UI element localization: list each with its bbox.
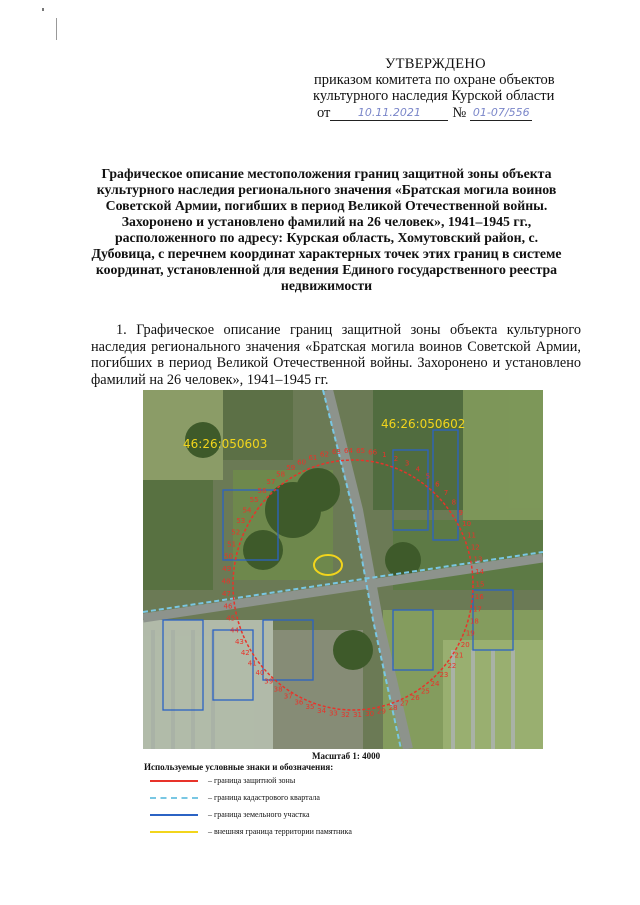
boundary-point-label: 7	[443, 489, 449, 498]
boundary-point-label: 2	[393, 454, 399, 463]
number-field: 01-07/556	[470, 106, 532, 121]
boundary-point-label: 52	[231, 528, 241, 537]
date-field: 10.11.2021	[330, 106, 448, 121]
section-paragraph	[91, 322, 581, 388]
boundary-point-label: 19	[465, 629, 475, 638]
boundary-point-label: 33	[328, 709, 338, 718]
boundary-point-label: 1	[382, 451, 387, 460]
boundary-point-label: 6	[435, 480, 440, 489]
boundary-point-label: 65	[356, 447, 366, 456]
boundary-point-label: 31	[353, 710, 362, 719]
legend-swatch	[150, 780, 198, 782]
boundary-point-label: 43	[234, 638, 244, 647]
boundary-point-label: 60	[297, 458, 307, 467]
cadastral-label-left: 46:26:050603	[183, 437, 268, 451]
boundary-point-label: 63	[331, 448, 341, 457]
boundary-point-label: 4	[415, 465, 421, 474]
boundary-point-label: 16	[474, 593, 484, 602]
boundary-point-label: 25	[420, 687, 430, 696]
legend-label: – граница защитной зоны	[208, 776, 296, 785]
boundary-point-label: 41	[247, 659, 257, 668]
boundary-point-label: 45	[226, 614, 236, 623]
boundary-point-label: 10	[462, 519, 472, 528]
boundary-point-label: 37	[283, 692, 293, 701]
legend-item	[150, 810, 310, 819]
boundary-point-label: 14	[475, 568, 485, 576]
boundary-point-label: 11	[467, 531, 476, 540]
boundary-point-label: 40	[255, 668, 265, 677]
boundary-point-label: 23	[439, 671, 449, 680]
boundary-point-label: 48	[221, 577, 231, 586]
boundary-point-label: 21	[454, 651, 464, 660]
boundary-point-label: 32	[340, 710, 350, 719]
boundary-point-label: 46	[223, 602, 233, 611]
paragraph-text: 1. Графическое описание границ защитной зоны объекта культурного наследия регионального значения «Братская могила воинов Советской Армии, погибших в период Великой Отечественной войны. Захоронено и установлено фамилий на 26 человек», 1941–1945 гг.	[91, 322, 581, 388]
boundary-point-label: 26	[410, 694, 420, 703]
boundary-point-label: 51	[227, 540, 237, 549]
legend-swatch	[150, 814, 198, 816]
approval-line-1: приказом комитета по охране объектов	[314, 72, 555, 88]
boundary-point-label: 27	[399, 699, 409, 708]
approval-date-row	[300, 105, 610, 121]
boundary-point-label: 29	[377, 707, 386, 716]
legend-label: – граница кадастрового квартала	[208, 793, 320, 802]
boundary-point-label: 24	[430, 679, 440, 688]
boundary-point-label: 49	[222, 564, 232, 573]
approval-line-2: культурного наследия Курской области	[313, 88, 555, 104]
legend-label: – граница земельного участка	[208, 810, 310, 819]
scan-mark	[56, 18, 57, 40]
boundary-point-label: 28	[388, 704, 398, 713]
boundary-point-label: 17	[472, 605, 482, 614]
legend-item	[150, 793, 320, 802]
document-title: Графическое описание местоположения границ защитной зоны объекта культурного наследия регионального значения «Братская могила воинов Советской Армии, погибших в период Великой Отечественной войны. Захоронено и установлено фамилий на 26 человек», 1941–1945 гг., расположенного по адресу: Курская область, Хомутовский район, с. Дубовица, с перечнем координат характерных точек этих границ в системе координат, установленной для ведения Единого государственного реестра недвижимости	[91, 166, 562, 293]
map-scale: Масштаб 1: 4000	[312, 751, 381, 761]
boundary-point-label: 56	[257, 486, 267, 495]
legend-label: – внешняя граница территории памятника	[208, 827, 352, 836]
boundary-point-label: 13	[473, 555, 483, 564]
boundary-point-label: 61	[308, 453, 318, 462]
boundary-point-label: 66	[368, 448, 378, 457]
boundary-point-label: 15	[475, 580, 485, 589]
date-prefix: от	[317, 105, 331, 121]
boundary-point-label: 34	[317, 706, 327, 715]
boundary-point-label: 12	[470, 543, 480, 552]
approval-heading: УТВЕРЖДЕНО	[385, 56, 486, 72]
scan-mark	[42, 8, 44, 11]
boundary-point-label: 64	[344, 447, 353, 456]
boundary-point-label: 18	[469, 617, 479, 626]
approval-block	[300, 56, 610, 121]
legend-item	[150, 827, 352, 836]
boundary-point-label: 36	[294, 698, 304, 707]
cadastral-label-right: 46:26:050602	[381, 417, 466, 431]
number-prefix: №	[452, 105, 467, 121]
legend-swatch	[150, 797, 198, 799]
boundary-point-label: 20	[460, 640, 470, 649]
boundary-point-label: 39	[264, 677, 274, 686]
boundary-point-label: 55	[249, 496, 259, 505]
boundary-point-label: 38	[273, 685, 283, 694]
boundary-point-label: 3	[404, 459, 410, 468]
boundary-point-label: 9	[458, 509, 463, 517]
boundary-point-label: 53	[236, 517, 246, 526]
boundary-point-label: 8	[451, 498, 457, 507]
legend-item	[150, 776, 295, 785]
boundary-point-label: 30	[365, 709, 375, 718]
legend-title: Используемые условные знаки и обозначения:	[144, 762, 334, 772]
boundary-point-label: 47	[221, 590, 231, 598]
boundary-point-label: 50	[224, 552, 234, 561]
boundary-point-label: 62	[320, 450, 329, 459]
boundary-point-label: 22	[447, 661, 457, 670]
boundary-point-label: 54	[242, 506, 252, 515]
legend-swatch	[150, 831, 198, 833]
boundary-point-label: 57	[266, 478, 276, 487]
boundary-point-label: 5	[425, 472, 431, 481]
boundary-point-label: 44	[230, 626, 239, 635]
site-map	[143, 390, 543, 749]
boundary-point-label: 59	[286, 463, 296, 472]
boundary-point-label: 42	[240, 649, 250, 657]
boundary-point-label: 35	[305, 703, 315, 712]
boundary-point-label: 58	[276, 470, 286, 479]
